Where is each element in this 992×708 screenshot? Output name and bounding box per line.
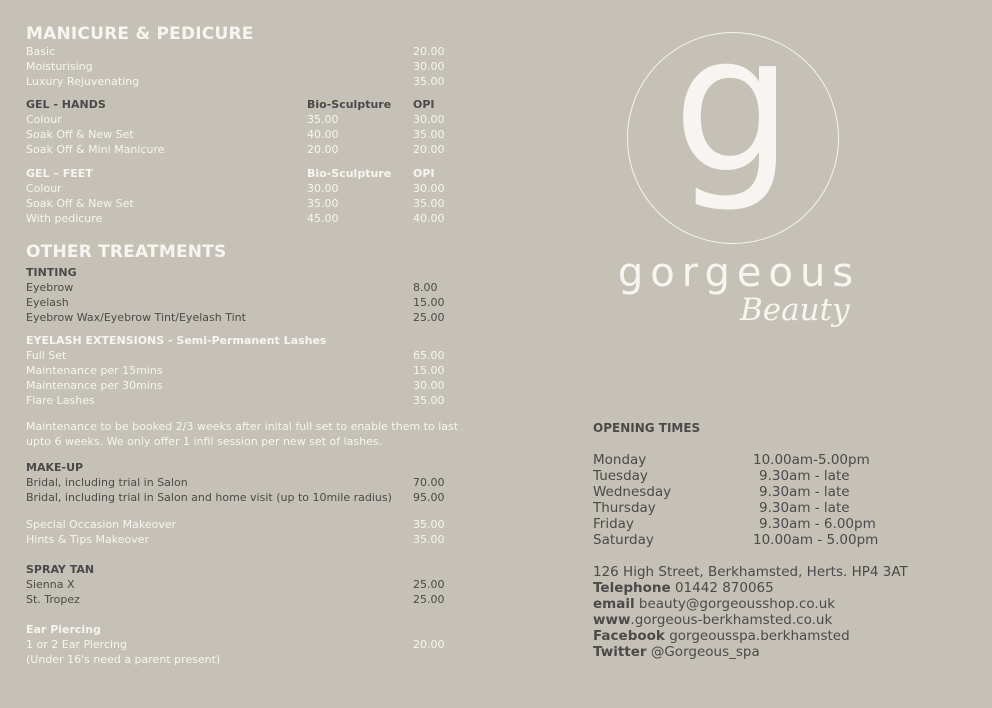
day-hours: 9.30am - late bbox=[759, 500, 850, 516]
list-item: Soak Off & Mini Manicure 20.00 20.00 bbox=[26, 143, 445, 156]
list-item: Bridal, including trial in Salon 70.00 bbox=[26, 476, 445, 489]
subheading-ear-piercing: Ear Piercing bbox=[26, 623, 101, 636]
email-line[interactable]: email beauty@gorgeousshop.co.uk bbox=[593, 596, 836, 612]
lashes-note-line2: upto 6 weeks. We only offer 1 infil session per new set of lashes. bbox=[26, 435, 383, 448]
list-item: Colour 30.00 30.00 bbox=[26, 182, 445, 195]
list-item: Eyebrow 8.00 bbox=[26, 281, 438, 294]
day-hours: 9.30am - 6.00pm bbox=[759, 516, 876, 532]
list-item: Maintenance per 15mins 15.00 bbox=[26, 364, 445, 377]
list-item: St. Tropez 25.00 bbox=[26, 593, 445, 606]
day-label: Monday bbox=[593, 452, 647, 468]
subheading-gel-feet: GEL – FEET Bio-Sculpture OPI bbox=[26, 167, 435, 180]
list-item: Colour 35.00 30.00 bbox=[26, 113, 445, 126]
day-hours: 10.00am - 5.00pm bbox=[753, 532, 879, 548]
day-label: Saturday bbox=[593, 532, 654, 548]
day-label: Tuesday bbox=[593, 468, 648, 484]
opening-times-title: OPENING TIMES bbox=[593, 421, 701, 435]
twitter-line[interactable]: Twitter @Gorgeous_spa bbox=[593, 644, 760, 660]
list-item: Hints & Tips Makeover 35.00 bbox=[26, 533, 445, 546]
subheading-tinting: TINTING bbox=[26, 266, 77, 279]
day-hours: 9.30am - late bbox=[759, 468, 850, 484]
list-item: Bridal, including trial in Salon and home visit (up to 10mile radius) 95.00 bbox=[26, 491, 445, 504]
section-title-manicure: MANICURE & PEDICURE bbox=[26, 24, 254, 44]
list-item: Eyebrow Wax/Eyebrow Tint/Eyelash Tint 25.00 bbox=[26, 311, 445, 324]
section-title-other-treatments: OTHER TREATMENTS bbox=[26, 242, 227, 262]
day-hours: 10.00am-5.00pm bbox=[753, 452, 870, 468]
lashes-note-line1: Maintenance to be booked 2/3 weeks after inital full set to enable them to last bbox=[26, 420, 459, 433]
list-item: 1 or 2 Ear Piercing 20.00 bbox=[26, 638, 445, 651]
list-item: With pedicure 45.00 40.00 bbox=[26, 212, 445, 225]
list-item: Full Set 65.00 bbox=[26, 349, 445, 362]
facebook-line[interactable]: Facebook gorgeousspa.berkhamsted bbox=[593, 628, 850, 644]
list-item: Flare Lashes 35.00 bbox=[26, 394, 445, 407]
logo-script: Beauty bbox=[740, 292, 850, 328]
day-hours: 9.30am - late bbox=[759, 484, 850, 500]
subheading-spray-tan: SPRAY TAN bbox=[26, 563, 95, 576]
list-item: Luxury Rejuvenating 35.00 bbox=[26, 75, 445, 88]
list-item: Special Occasion Makeover 35.00 bbox=[26, 518, 445, 531]
list-item: Sienna X 25.00 bbox=[26, 578, 445, 591]
address: 126 High Street, Berkhamsted, Herts. HP4 3AT bbox=[593, 564, 908, 580]
list-item: Soak Off & New Set 35.00 35.00 bbox=[26, 197, 445, 210]
logo-letter: g bbox=[672, 0, 794, 215]
list-item: Basic 20.00 bbox=[26, 45, 445, 58]
list-item: Maintenance per 30mins 30.00 bbox=[26, 379, 445, 392]
day-label: Friday bbox=[593, 516, 634, 532]
subheading-gel-hands: GEL - HANDS Bio-Sculpture OPI bbox=[26, 98, 435, 111]
telephone-line: Telephone 01442 870065 bbox=[593, 580, 774, 596]
logo-wordmark: gorgeous bbox=[617, 250, 861, 296]
list-item: Soak Off & New Set 40.00 35.00 bbox=[26, 128, 445, 141]
list-item: Moisturising 30.00 bbox=[26, 60, 445, 73]
website-line[interactable]: www.gorgeous-berkhamsted.co.uk bbox=[593, 612, 833, 628]
subheading-make-up: MAKE-UP bbox=[26, 461, 84, 474]
day-label: Thursday bbox=[593, 500, 656, 516]
day-label: Wednesday bbox=[593, 484, 672, 500]
list-item: Eyelash 15.00 bbox=[26, 296, 445, 309]
subheading-eyelash-extensions: EYELASH EXTENSIONS - Semi-Permanent Lashes bbox=[26, 334, 327, 347]
list-item: (Under 16's need a parent present) bbox=[26, 653, 221, 666]
